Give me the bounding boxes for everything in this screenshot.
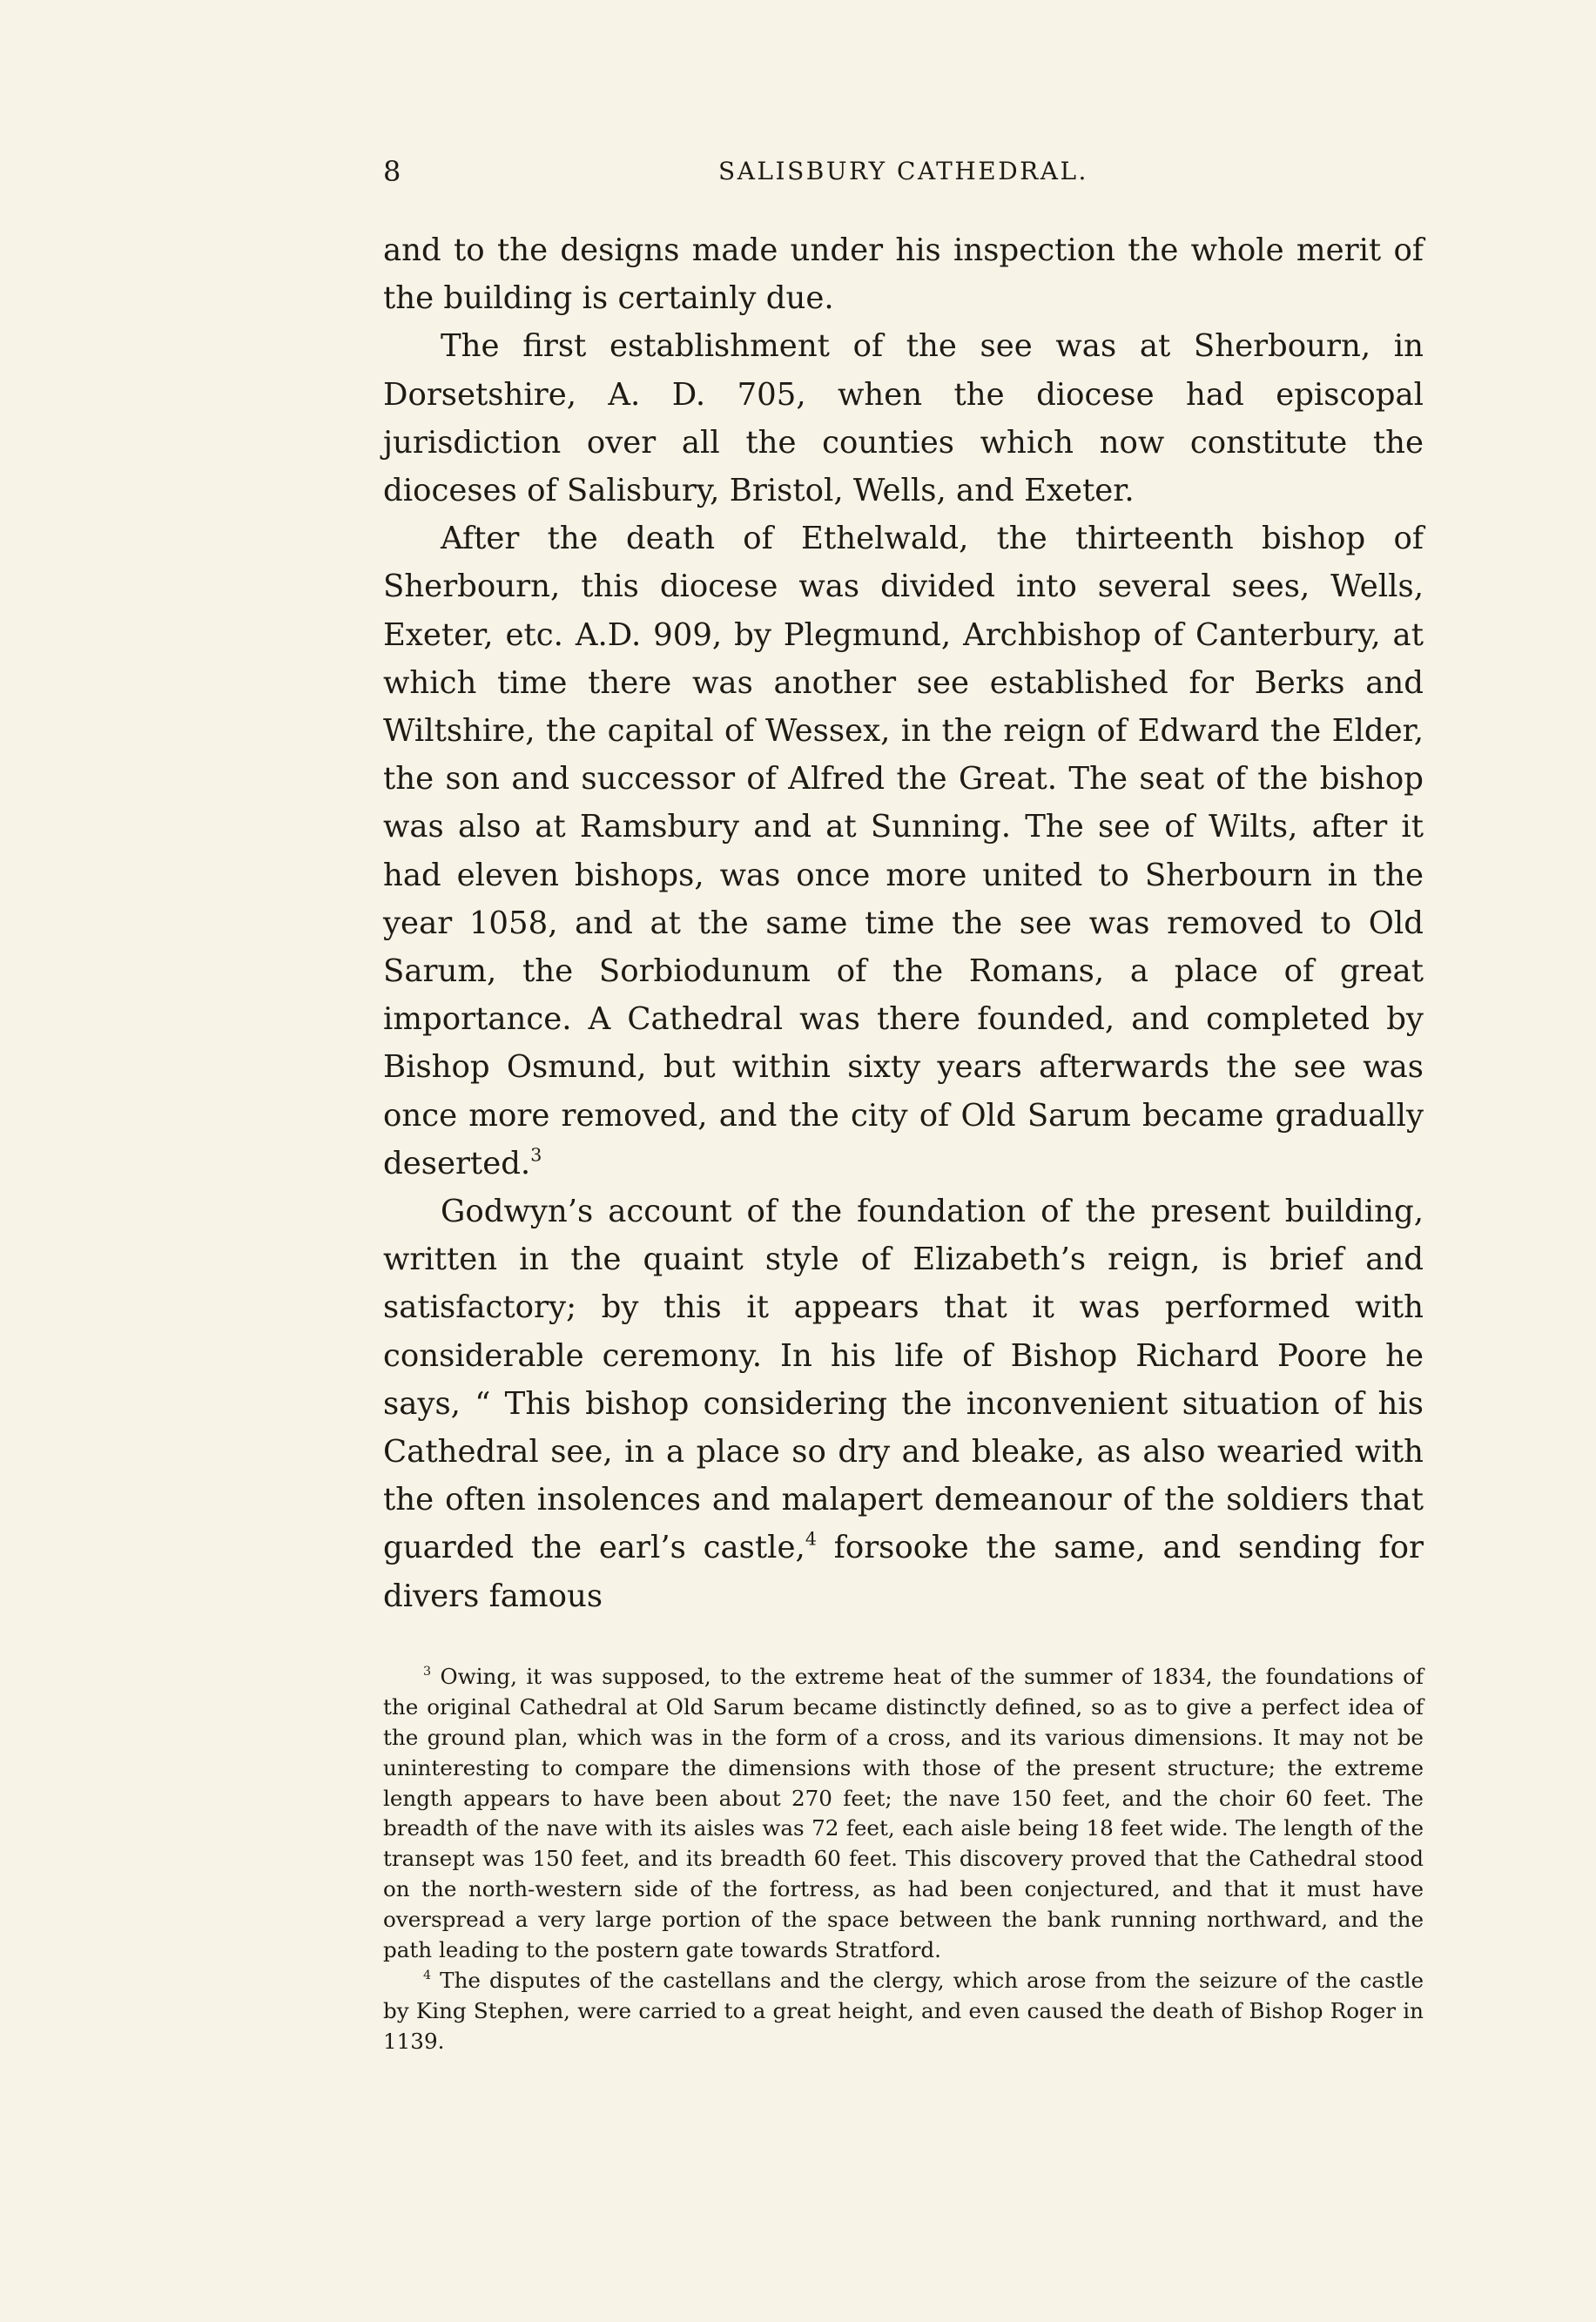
paragraph-2: The first establishment of the see was at Sherbourn, in Dorsetshire, A. D. 705, when the diocese had episcopal jurisdiction over all the counties which now constitute the dioceses of Salisbury, Bristol, Wells, and Exeter. — [383, 328, 1424, 509]
footnotes — [383, 1662, 1424, 2057]
paragraph-4 — [383, 1188, 1424, 1620]
body-text — [383, 226, 1424, 1620]
paragraph-3-text: After the death of Ethelwald, the thirteenth bishop of Sherbourn, this diocese was divided into several sees, Wells, Exeter, etc. A.D. 909, by Plegmund, Archbishop of Canterbury, at which time there was another see established for Berks and Wiltshire, the capital of Wessex, in the reign of Edward the Elder, the son and successor of Alfred the Great. The seat of the bishop was also at Ramsbury and at Sunning. The see of Wilts, after it had eleven bishops, was once more united to Sherbourn in the year 1058, and at the same time the see was removed to Old Sarum, the Sorbiodunum of the Romans, a place of great importance. A Cathedral was there founded, and completed by Bishop Osmund, but within sixty years afterwards the see was once more removed, and the city of Old Sarum became gradually deserted. — [383, 521, 1424, 1181]
footnote-4-mark: 4 — [423, 1968, 432, 1982]
footnote-3 — [383, 1662, 1424, 1966]
page-number: 8 — [383, 155, 401, 188]
running-title: SALISBURY CATHEDRAL. — [718, 157, 1088, 185]
running-head — [383, 155, 1424, 199]
footnote-4 — [383, 1966, 1424, 2057]
footnote-ref-4: 4 — [805, 1529, 817, 1551]
footnote-4-text: The disputes of the castellans and the clergy, which arose from the seizure of the castle by King Stephen, were carried to a great height, and even caused the death of Bishop Roger in 1139. — [383, 1967, 1424, 2054]
paragraph-1: and to the designs made under his inspection the whole merit of the building is certainly due. — [383, 232, 1424, 317]
paragraph-4-text-a: Godwyn’s account of the foundation of the present building, written in the quaint style of Elizabeth’s reign, is brief and satisfactory; by this it appears that it was performed with considerable ceremony. In his life of Bishop Richard Poore he says, “ This bishop considering the inconvenient situation of his Cathedral see, in a place so dry and bleake, as also wearied with the often insolences and malapert demeanour of the soldiers that guarded the earl’s castle, — [383, 1194, 1424, 1566]
footnote-3-text: Owing, it was supposed, to the extreme heat of the summer of 1834, the foundations of the original Cathedral at Old Sarum became distinctly defined, so as to give a perfect idea of the ground plan, which was in the form of a cross, and its various dimensions. It may not be uninteresting to compare the dimensions with those of the present structure; the extreme length appears to have been about 270 feet; the nave 150 feet, and the choir 60 feet. The breadth of the nave with its aisles was 72 feet, each aisle being 18 feet wide. The length of the transept was 150 feet, and its breadth 60 feet. This discovery proved that the Cathedral stood on the north-western side of the fortress, as had been conjectured, and that it must have overspread a very large portion of the space between the bank running northward, and the path leading to the postern gate towards Stratford. — [383, 1663, 1424, 1963]
paragraph-3 — [383, 515, 1424, 1188]
footnote-3-mark: 3 — [423, 1664, 432, 1679]
footnote-ref-3: 3 — [530, 1144, 542, 1166]
paragraph-4-text-b: forsooke the same, and sending for divers famous — [383, 1530, 1424, 1614]
book-page — [383, 155, 1424, 2057]
